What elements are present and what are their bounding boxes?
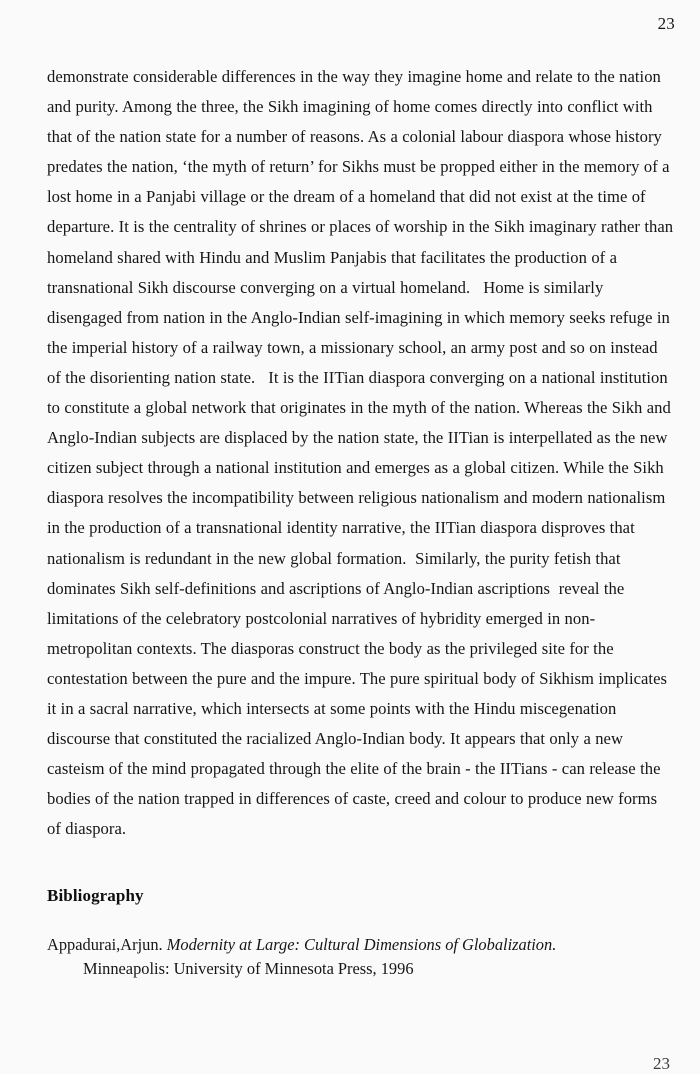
bibliography-entry-title: Modernity at Large: Cultural Dimensions of Globalization. [166, 935, 557, 955]
bibliography-entry-author: Appadurai,Arjun. [47, 935, 167, 955]
bibliography-entry [47, 933, 675, 980]
body-paragraph: demonstrate considerable differences in the way they imagine home and relate to the nation and purity. Among the three, the Sikh imagining of home comes directly into conflict with that of the nation state for a number of reasons. As a colonial labour diaspora whose history predates the nation, ‘the myth of return’ for Sikhs must be propped either in the memory of a lost home in a Panjabi village or the dream of a homeland that did not exist at the time of departure. It is the centrality of shrines or places of worship in the Sikh imaginary rather than homeland shared with Hindu and Muslim Panjabis that facilitates the production of a transnational Sikh discourse converging on a virtual homeland. Home is similarly disengaged from nation in the Anglo-Indian self-imagining in which memory seeks refuge in the imperial history of a railway town, a missionary school, an army post and so on instead of the disorienting nation state. It is the IITian diaspora converging on a national institution to constitute a global network that originates in the myth of the nation. Whereas the Sikh and Anglo-Indian subjects are displaced by the nation state, the IITian is interpellated as the new citizen subject through a national institution and emerges as a global citizen. While the Sikh diaspora resolves the incompatibility between religious nationalism and modern nationalism in the production of a transnational identity narrative, the IITian diaspora disproves that nationalism is redundant in the new global formation. Similarly, the purity fetish that dominates Sikh self-definitions and ascriptions of Anglo-Indian ascriptions reveal the limitations of the celebratory postcolonial narratives of hybridity emerged in non-metropolitan contexts. The diasporas construct the body as the privileged site for the contestation between the pure and the impure. The pure spiritual body of Sikhism implicates it in a sacral narrative, which intersects at some points with the Hindu miscegenation discourse that constituted the racialized Anglo-Indian body. It appears that only a new casteism of the mind propagated through the elite of the brain - the IITians - can release the bodies of the nation trapped in differences of caste, creed and colour to produce new forms of diaspora. [47, 67, 678, 839]
bibliography-section [47, 885, 675, 980]
page-number-header: 23 [657, 14, 675, 33]
page-content [47, 62, 678, 980]
page-number-footer: 23 [653, 1054, 670, 1073]
bibliography-entry-publication: Minneapolis: University of Minnesota Press, 1996 [83, 958, 414, 978]
bibliography-heading: Bibliography [47, 886, 144, 906]
